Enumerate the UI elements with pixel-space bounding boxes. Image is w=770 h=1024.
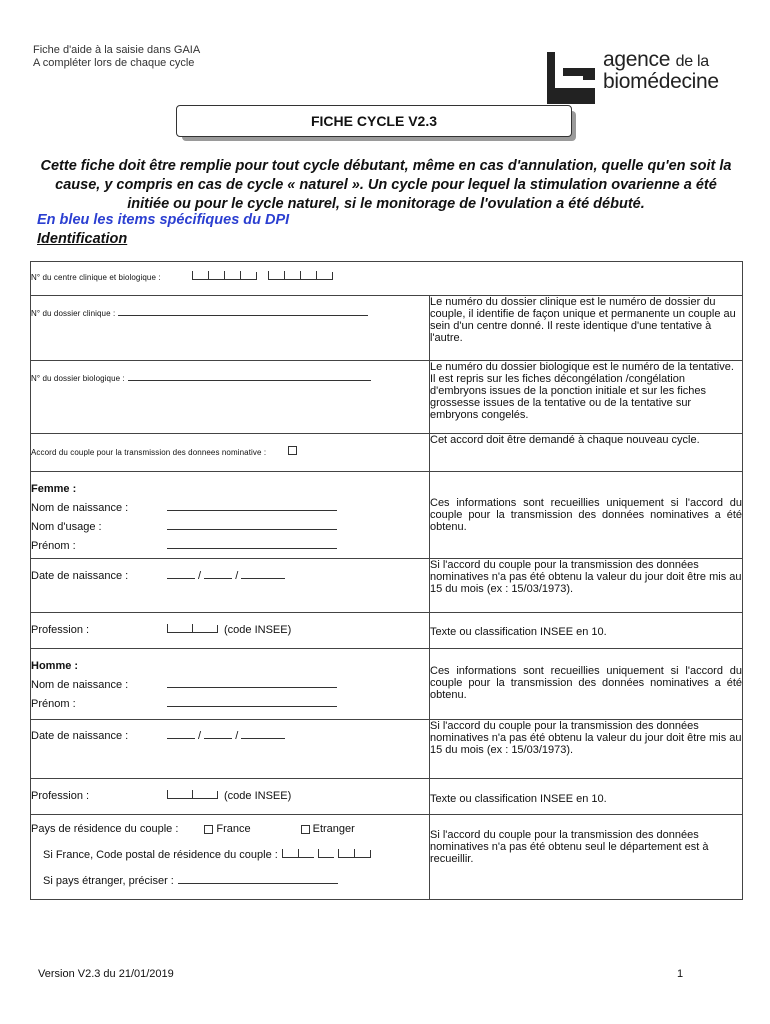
row-dossier-bio xyxy=(31,361,743,434)
femme-profession-label: Profession : xyxy=(31,624,90,636)
homme-profession-code: (code INSEE) xyxy=(224,790,292,802)
homme-date-help: Si l'accord du couple pour la transmission des données nominatives n'a pas été obtenu la valeur du jour doit être mis au 15 du mois (ex : 15/03/1973). xyxy=(430,720,743,779)
femme-date-label: Date de naissance : xyxy=(31,570,129,582)
header-note xyxy=(33,44,200,70)
footer-page-number: 1 xyxy=(677,968,684,980)
homme-profession-boxes[interactable] xyxy=(167,790,218,802)
femme-profession-boxes[interactable] xyxy=(167,624,218,636)
pays-etranger-label: Etranger xyxy=(312,823,355,835)
femme-date-field[interactable]: / / xyxy=(167,568,285,582)
row-femme xyxy=(31,472,743,559)
femme-prenom-field[interactable] xyxy=(167,538,337,549)
dossier-bio-label: N° du dossier biologique : xyxy=(31,374,125,383)
logo-word-biomedecine: biomédecine xyxy=(603,70,719,93)
pays-label: Pays de résidence du couple : xyxy=(31,823,179,835)
pays-france-checkbox[interactable] xyxy=(204,825,213,834)
femme-prenom-label: Prénom : xyxy=(31,540,76,552)
homme-heading: Homme : xyxy=(31,660,79,672)
femme-heading: Femme : xyxy=(31,483,77,495)
row-femme-date xyxy=(31,559,743,613)
row-homme-profession xyxy=(31,779,743,815)
pays-cp-boxes[interactable] xyxy=(282,849,371,861)
pays-option-france[interactable] xyxy=(204,823,250,835)
homme-profession-help: Texte ou classification INSEE en 10. xyxy=(430,779,743,815)
dossier-bio-help: Le numéro du dossier biologique est le numéro de la tentative. Il est repris sur les fiches décongélation /congélation d'embryons issues de la ponction initiale et sur les fiches grossesse issues de la tentative ou de la tentative sur embryons congelés. xyxy=(430,361,743,434)
row-accord xyxy=(31,434,743,472)
logo-word-dela: de la xyxy=(675,53,709,70)
homme-nom-naissance-label: Nom de naissance : xyxy=(31,679,129,691)
header-note-line1: Fiche d'aide à la saisie dans GAIA xyxy=(33,44,201,56)
row-homme xyxy=(31,649,743,720)
homme-date-field[interactable]: / / xyxy=(167,728,285,742)
page-title: FICHE CYCLE V2.3 xyxy=(176,105,572,137)
femme-nom-naissance-field[interactable] xyxy=(167,500,337,511)
homme-help: Ces informations sont recueillies uniquement si l'accord du couple pour la transmission des données nominatives a été obtenu. xyxy=(430,649,743,720)
logo-word-agence: agence xyxy=(603,48,671,71)
pays-etranger-preciser-label: Si pays étranger, préciser : xyxy=(43,875,174,887)
femme-help: Ces informations sont recueillies uniquement si l'accord du couple pour la transmission des données nominatives a été obtenu. xyxy=(430,472,743,559)
accord-checkbox[interactable] xyxy=(288,446,297,455)
femme-profession-help: Texte ou classification INSEE en 10. xyxy=(430,613,743,649)
pays-cp-label: Si France, Code postal de résidence du couple : xyxy=(43,849,278,861)
homme-prenom-label: Prénom : xyxy=(31,698,76,710)
row-pays xyxy=(31,815,743,900)
identification-table xyxy=(30,261,743,900)
accord-help: Cet accord doit être demandé à chaque nouveau cycle. xyxy=(430,434,743,472)
femme-date-help: Si l'accord du couple pour la transmission des données nominatives n'a pas été obtenu la valeur du jour doit être mis au 15 du mois (ex : 15/03/1973). xyxy=(430,559,743,613)
femme-nom-usage-field[interactable] xyxy=(167,519,337,530)
dossier-clinique-help: Le numéro du dossier clinique est le numéro de dossier du couple, il identifie de façon unique et permanente un couple au sein d'un centre donné. Il reste identique d'une tentative à l'autre. xyxy=(430,296,743,361)
pays-etranger-field[interactable] xyxy=(178,873,338,884)
row-centre xyxy=(31,262,743,296)
femme-nom-usage-label: Nom d'usage : xyxy=(31,521,102,533)
dpi-note: En bleu les items spécifiques du DPI xyxy=(37,212,290,228)
femme-profession-code: (code INSEE) xyxy=(224,624,292,636)
pays-etranger-checkbox[interactable] xyxy=(301,825,310,834)
footer-version: Version V2.3 du 21/01/2019 xyxy=(38,968,174,980)
dossier-clinique-label: N° du dossier clinique : xyxy=(31,309,116,318)
pays-france-label: France xyxy=(216,823,251,835)
header-note-line2: A compléter lors de chaque cycle xyxy=(33,57,195,69)
pays-option-etranger[interactable] xyxy=(301,823,355,835)
pays-help: Si l'accord du couple pour la transmission des données nominatives n'a pas été obtenu seul le département est à recueillir. xyxy=(430,815,743,900)
homme-prenom-field[interactable] xyxy=(167,696,337,707)
homme-profession-label: Profession : xyxy=(31,790,90,802)
centre-label: N° du centre clinique et biologique : xyxy=(31,273,161,282)
row-homme-date xyxy=(31,720,743,779)
row-femme-profession xyxy=(31,613,743,649)
femme-nom-naissance-label: Nom de naissance : xyxy=(31,502,129,514)
intro-paragraph: Cette fiche doit être remplie pour tout cycle débutant, même en cas d'annulation, quelle qu'en soit la cause, y compris en cas de cycle « naturel ». Un cycle pour lequel la stimulation ovarienne a été initiée ou pour le cycle naturel, si le monitorage de l'ovulation a été débuté. xyxy=(40,158,732,212)
section-title: Identification xyxy=(37,231,128,247)
dossier-bio-field[interactable] xyxy=(128,370,371,381)
homme-date-label: Date de naissance : xyxy=(31,730,129,742)
dossier-clinique-field[interactable] xyxy=(118,305,368,316)
homme-nom-naissance-field[interactable] xyxy=(167,677,337,688)
accord-label: Accord du couple pour la transmission des donnees nominative : xyxy=(31,448,267,457)
logo-text xyxy=(603,50,719,92)
centre-code-boxes[interactable] xyxy=(192,271,333,283)
row-dossier-clinique xyxy=(31,296,743,361)
